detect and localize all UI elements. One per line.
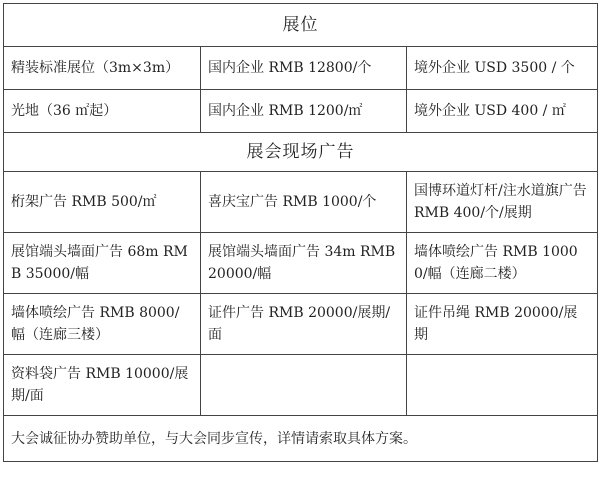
price-table <box>3 3 598 462</box>
wall-print-ad-corridor-3f: 墙体喷绘广告 RMB 8000/幅（连廊三楼） <box>4 294 201 355</box>
table-row <box>4 233 598 294</box>
badge-ad: 证件广告 RMB 20000/展期/面 <box>201 294 407 355</box>
empty-cell <box>407 355 598 416</box>
truss-ad: 桁架广告 RMB 500/㎡ <box>4 172 201 233</box>
table-row <box>4 355 598 416</box>
ads-section-title: 展会现场广告 <box>4 133 598 172</box>
celebration-ad: 喜庆宝广告 RMB 1000/个 <box>201 172 407 233</box>
raw-space-label: 光地（36 ㎡起） <box>4 90 201 133</box>
sponsor-note: 大会诚征协办赞助单位，与大会同步宣传，详情请索取具体方案。 <box>4 416 598 462</box>
table-row <box>4 47 598 90</box>
hall-end-wall-ad-68m: 展馆端头墙面广告 68m RMB 35000/幅 <box>4 233 201 294</box>
table-row <box>4 172 598 233</box>
hall-end-wall-ad-34m: 展馆端头墙面广告 34m RMB 20000/幅 <box>201 233 407 294</box>
standard-booth-foreign-price: 境外企业 USD 3500 / 个 <box>407 47 598 90</box>
lamppost-flag-ad: 国博环道灯杆/注水道旗广告 RMB 400/个/展期 <box>407 172 598 233</box>
booth-section-title: 展位 <box>4 4 598 47</box>
raw-space-domestic-price: 国内企业 RMB 1200/㎡ <box>201 90 407 133</box>
raw-space-foreign-price: 境外企业 USD 400 / ㎡ <box>407 90 598 133</box>
table-row <box>4 90 598 133</box>
document-bag-ad: 资料袋广告 RMB 10000/展期/面 <box>4 355 201 416</box>
lanyard-ad: 证件吊绳 RMB 20000/展期 <box>407 294 598 355</box>
empty-cell <box>201 355 407 416</box>
table-row <box>4 294 598 355</box>
standard-booth-label: 精装标准展位（3m×3m） <box>4 47 201 90</box>
wall-print-ad-corridor-2f: 墙体喷绘广告 RMB 10000/幅（连廊二楼） <box>407 233 598 294</box>
standard-booth-domestic-price: 国内企业 RMB 12800/个 <box>201 47 407 90</box>
